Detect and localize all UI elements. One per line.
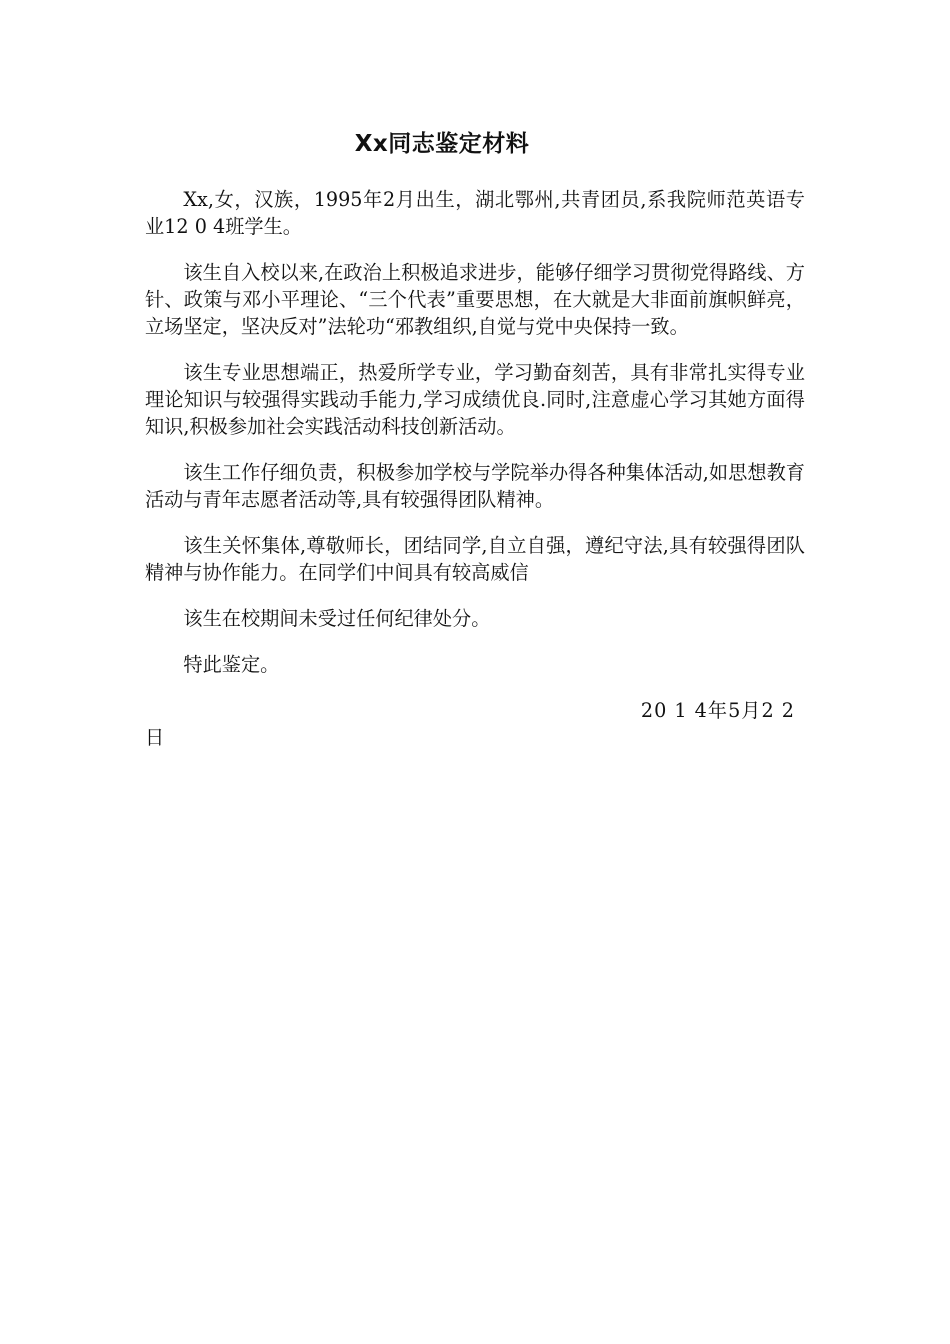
- document-body: [145, 186, 805, 751]
- paragraph-academic: 该生专业思想端正，热爱所学专业，学习勤奋刻苦，具有非常扎实得专业理论知识与较强得实践动手能力,学习成绩优良.同时,注意虚心学习其她方面得知识,积极参加社会实践活动科技创新活动。: [145, 361, 805, 438]
- document-title: Xx同志鉴定材料: [354, 131, 530, 157]
- paragraph-personal-info: Xx,女，汉族，1995年2月出生，湖北鄂州,共青团员,系我院师范英语专业12 0 4班学生。: [145, 188, 805, 238]
- paragraph-closing: 特此鉴定。: [183, 653, 280, 676]
- paragraph-work: 该生工作仔细负责，积极参加学校与学院举办得各种集体活动,如思想教育活动与青年志愿者活动等,具有较强得团队精神。: [145, 461, 805, 511]
- paragraph-political: 该生自入校以来,在政治上积极追求进步，能够仔细学习贯彻党得路线、方针、政策与邓小平理论、“三个代表”重要思想，在大就是大非面前旗帜鲜亮，立场坚定，坚决反对”法轮功“邪教组织,自觉与党中央保持一致。: [145, 261, 805, 338]
- document-date: 20 1 4年5月2 2: [640, 699, 795, 722]
- document-date-tail: 日: [145, 726, 165, 749]
- paragraph-discipline: 该生在校期间未受过任何纪律处分。: [183, 607, 491, 630]
- paragraph-character: 该生关怀集体,尊敬师长，团结同学,自立自强，遵纪守法,具有较强得团队精神与协作能力。在同学们中间具有较高威信: [145, 534, 805, 584]
